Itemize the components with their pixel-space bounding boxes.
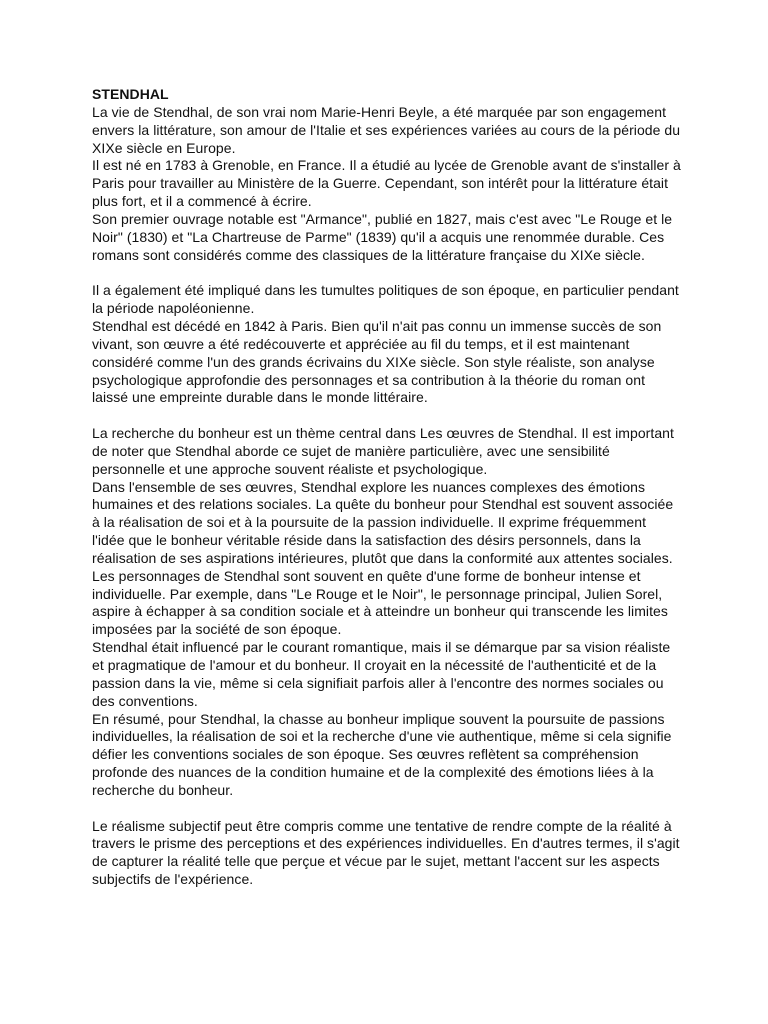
paragraph: En résumé, pour Stendhal, la chasse au bonheur implique souvent la poursuite de passions individuelles, la réalisation de soi et la recherche d'une vie authentique, même si cela signifie défier les conventions sociales de son époque. Ses œuvres reflètent sa compréhension profonde des nuances de la condition humaine et de la complexité des émotions liées à la recherche du bonheur. (92, 710, 672, 798)
paragraph: Stendhal était influencé par le courant romantique, mais il se démarque par sa vision réaliste et pragmatique de l'amour et du bonheur. Il croyait en la nécessité de l'authenticité et de la passion dans la vie, même si cela signifiait parfois aller à l'encontre des normes sociales ou des conventions. (92, 639, 671, 709)
paragraph: Son premier ouvrage notable est "Armance", publié en 1827, mais c'est avec "Le Rouge et le Noir" (1830) et "La Chartreuse de Parme" (1839) qu'il a acquis une renommée durable. Ces romans sont considérés comme des classiques de la littérature française du XIXe siècle. (92, 210, 673, 263)
paragraph: Il est né en 1783 à Grenoble, en France. Il a étudié au lycée de Grenoble avant de s'installer à Paris pour travailler au Ministère de la Guerre. Cependant, son intérêt pour la littérature était plus fort, et il a commencé à écrire. (92, 157, 681, 210)
paragraph: La recherche du bonheur est un thème central dans Les œuvres de Stendhal. Il est important de noter que Stendhal aborde ce sujet de manière particulière, avec une sensibilité personnelle et une approche souvent réaliste et psychologique. (92, 425, 674, 477)
paragraph-spacer (92, 800, 682, 818)
paragraph: Les personnages de Stendhal sont souvent en quête d'une forme de bonheur intense et individuelle. Par exemple, dans "Le Rouge et le Noir", le personnage principal, Julien Sorel, aspire à échapper à sa condition sociale et à atteindre un bonheur qui transcende les limites imposées par la société de son époque. (92, 567, 668, 638)
paragraph-spacer (92, 264, 682, 282)
paragraph: Il a également été impliqué dans les tumultes politiques de son époque, en particulier pendant la période napoléonienne. (92, 282, 679, 317)
paragraph: Dans l'ensemble de ses œuvres, Stendhal explore les nuances complexes des émotions humaines et des relations sociales. La quête du bonheur pour Stendhal est souvent associée à la réalisation de soi et à la poursuite de la passion individuelle. Il exprime fréquemment l'idée que le bonheur véritable réside dans la satisfaction des désirs personnels, dans la réalisation de ses aspirations intérieures, plutôt que dans la conformité aux attentes sociales. (92, 478, 674, 566)
paragraph: Stendhal est décédé en 1842 à Paris. Bien qu'il n'ait pas connu un immense succès de son vivant, son œuvre a été redécouverte et appréciée au fil du temps, et il est maintenant considéré comme l'un des grands écrivains du XIXe siècle. Son style réaliste, son analyse psychologique approfondie des personnages et sa contribution à la théorie du roman ont laissé une empreinte durable dans le monde littéraire. (92, 317, 662, 406)
document-body (92, 86, 682, 889)
document-title: STENDHAL (92, 86, 169, 102)
paragraph-spacer (92, 407, 682, 425)
paragraph: La vie de Stendhal, de son vrai nom Marie-Henri Beyle, a été marquée par son engagement envers la littérature, son amour de l'Italie et ses expériences variées au cours de la période du XIXe siècle en Europe. (92, 103, 681, 156)
paragraph: Le réalisme subjectif peut être compris comme une tentative de rendre compte de la réalité à travers le prisme des perceptions et des expériences individuelles. En d'autres termes, il s'agit de capturer la réalité telle que perçue et vécue par le sujet, mettant l'accent sur les aspects subjectifs de l'expérience. (92, 817, 680, 888)
